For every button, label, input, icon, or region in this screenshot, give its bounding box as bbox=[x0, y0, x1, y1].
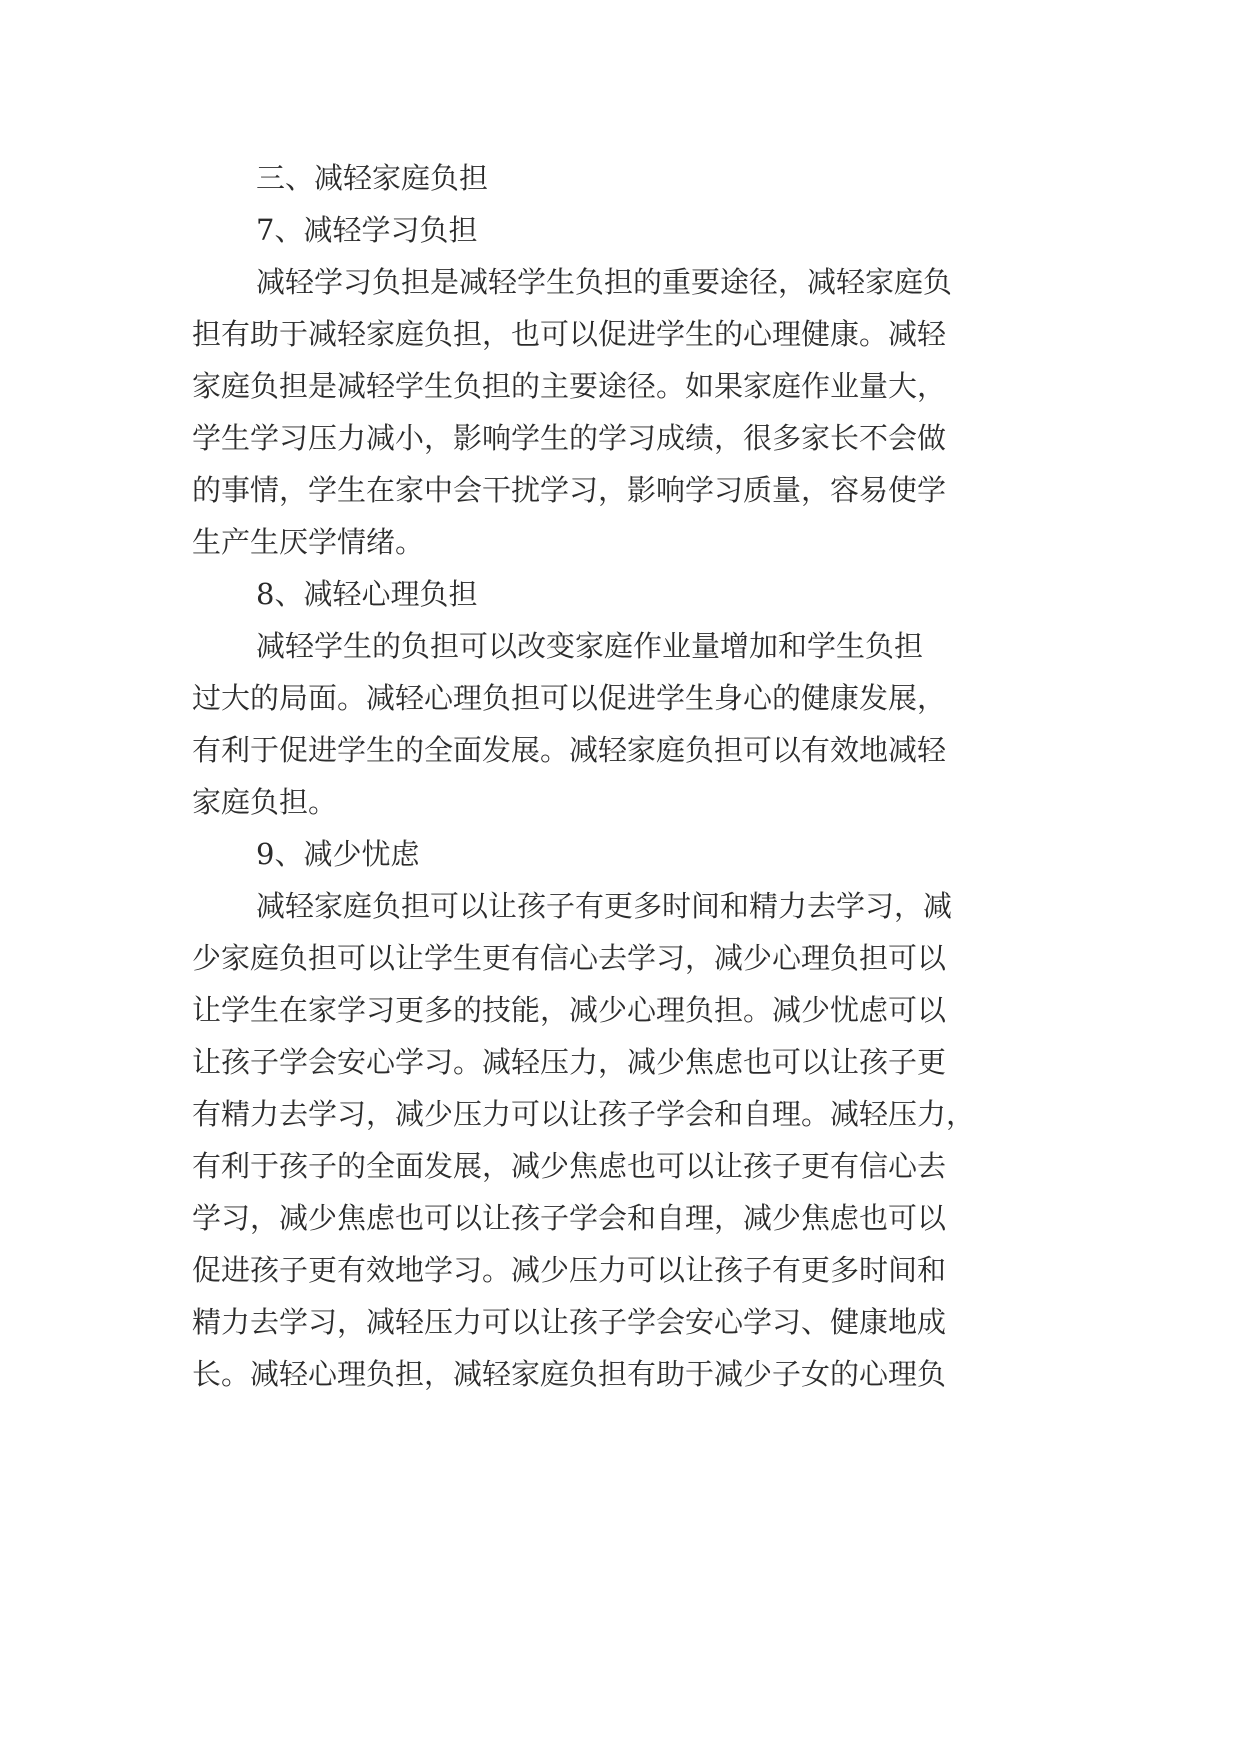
paragraph-line: 的事情，学生在家中会干扰学习，影响学习质量，容易使学 bbox=[192, 473, 947, 507]
paragraph-line: 担有助于减轻家庭负担，也可以促进学生的心理健康。减轻 bbox=[192, 317, 947, 351]
paragraph-line: 有利于孩子的全面发展，减少焦虑也可以让孩子更有信心去 bbox=[192, 1149, 947, 1183]
paragraph-line: 学习，减少焦虑也可以让孩子学会和自理，减少焦虑也可以 bbox=[192, 1201, 947, 1235]
paragraph-line: 有精力去学习，减少压力可以让孩子学会和自理。减轻压力， bbox=[192, 1097, 976, 1131]
paragraph-line: 精力去学习，减轻压力可以让孩子学会安心学习、健康地成 bbox=[192, 1305, 947, 1339]
paragraph-line: 减轻学习负担是减轻学生负担的重要途径，减轻家庭负 bbox=[256, 265, 953, 299]
section-heading: 三、减轻家庭负担 bbox=[256, 161, 489, 195]
paragraph-line: 生产生厌学情绪。 bbox=[192, 525, 425, 559]
paragraph-line: 减轻学生的负担可以改变家庭作业量增加和学生负担 bbox=[256, 629, 924, 663]
paragraph-line: 促进孩子更有效地学习。减少压力可以让孩子有更多时间和 bbox=[192, 1253, 947, 1287]
subsection-heading-7: 7、减轻学习负担 bbox=[256, 213, 478, 247]
paragraph-line: 过大的局面。减轻心理负担可以促进学生身心的健康发展， bbox=[192, 681, 947, 715]
paragraph-line: 家庭负担。 bbox=[192, 785, 338, 819]
paragraph-line: 少家庭负担可以让学生更有信心去学习，减少心理负担可以 bbox=[192, 941, 947, 975]
subsection-heading-8: 8、减轻心理负担 bbox=[256, 577, 478, 611]
paragraph-line: 有利于促进学生的全面发展。减轻家庭负担可以有效地减轻 bbox=[192, 733, 947, 767]
paragraph-line: 家庭负担是减轻学生负担的主要途径。如果家庭作业量大， bbox=[192, 369, 947, 403]
paragraph-line: 让孩子学会安心学习。减轻压力，减少焦虑也可以让孩子更 bbox=[192, 1045, 947, 1079]
subsection-heading-9: 9、减少忧虑 bbox=[256, 837, 420, 871]
paragraph-line: 让学生在家学习更多的技能，减少心理负担。减少忧虑可以 bbox=[192, 993, 947, 1027]
paragraph-line: 减轻家庭负担可以让孩子有更多时间和精力去学习，减 bbox=[256, 889, 953, 923]
paragraph-line: 学生学习压力减小，影响学生的学习成绩，很多家长不会做 bbox=[192, 421, 947, 455]
paragraph-line: 长。减轻心理负担，减轻家庭负担有助于减少子女的心理负 bbox=[192, 1357, 947, 1391]
